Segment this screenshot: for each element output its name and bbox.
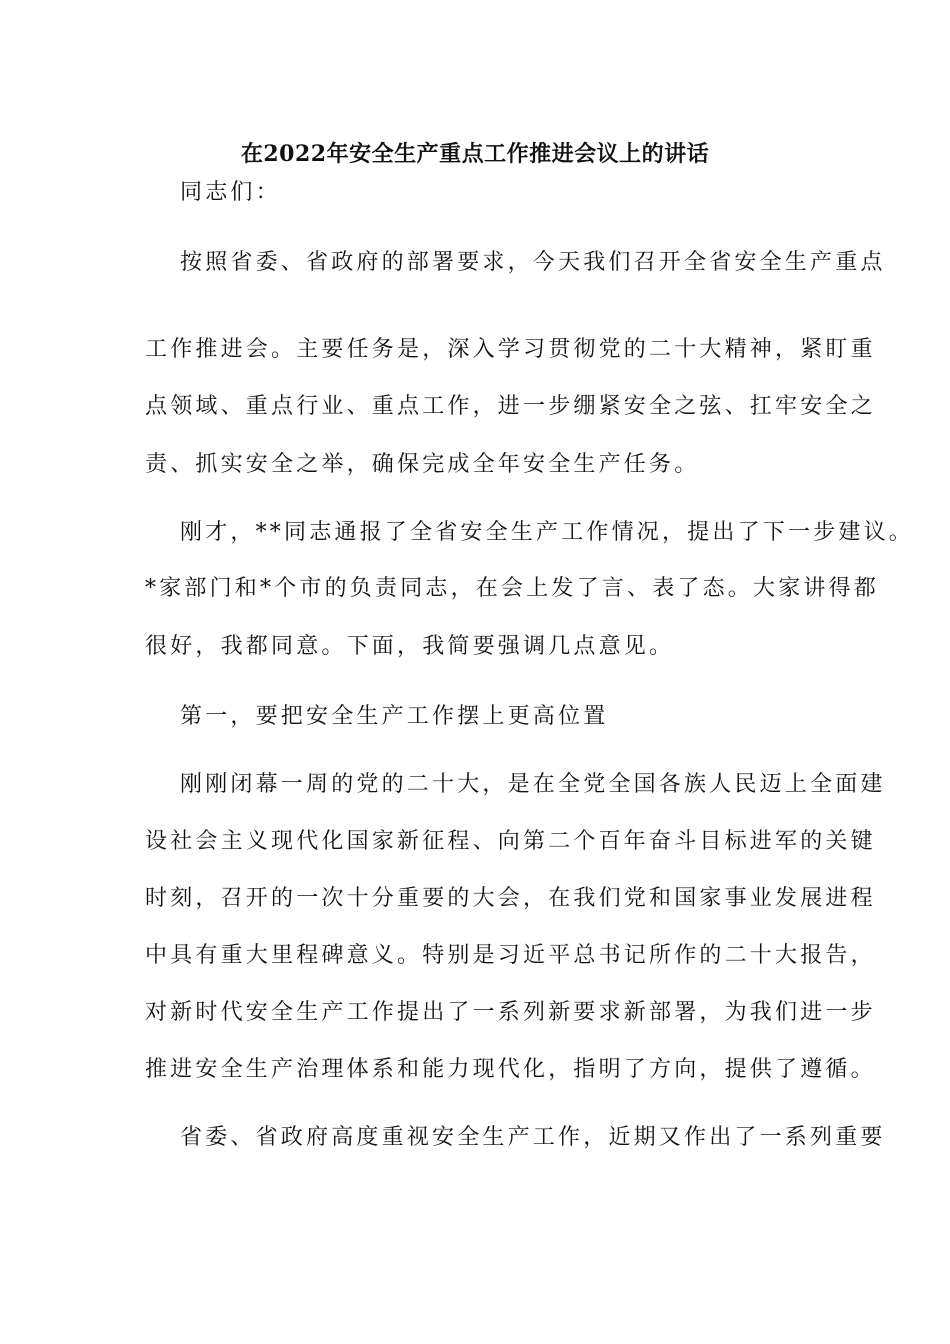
section-heading: 第一，要把安全生产工作摆上更高位置 xyxy=(180,704,609,729)
paragraph-line: 推进安全生产治理体系和能力现代化，指明了方向，提供了遵循。 xyxy=(145,1057,876,1082)
salutation: 同志们： xyxy=(180,180,281,205)
paragraph-line: *家部门和*个市的负责同志，在会上发了言、表了态。大家讲得都 xyxy=(145,576,880,601)
paragraph-line: 很好，我都同意。下面，我简要强调几点意见。 xyxy=(145,634,675,659)
paragraph-line: 省委、省政府高度重视安全生产工作，近期又作出了一系列重要 xyxy=(180,1125,886,1150)
paragraph-line: 对新时代安全生产工作提出了一系列新要求新部署，为我们进一步 xyxy=(145,1000,876,1025)
paragraph-line: 责、抓实安全之举，确保完成全年安全生产任务。 xyxy=(145,452,700,477)
paragraph-line: 时刻，召开的一次十分重要的大会，在我们党和国家事业发展进程 xyxy=(145,886,876,911)
paragraph-line: 点领域、重点行业、重点工作，进一步绷紧安全之弦、扛牢安全之 xyxy=(145,394,876,419)
paragraph-line: 设社会主义现代化国家新征程、向第二个百年奋斗目标进军的关键 xyxy=(145,829,876,854)
document-title: 在2022年安全生产重点工作推进会议上的讲话 xyxy=(240,141,710,167)
paragraph-line: 刚才，**同志通报了全省安全生产工作情况，提出了下一步建议。 xyxy=(180,520,915,545)
paragraph-line: 中具有重大里程碑意义。特别是习近平总书记所作的二十大报告， xyxy=(145,943,876,968)
paragraph-line: 工作推进会。主要任务是，深入学习贯彻党的二十大精神，紧盯重 xyxy=(145,337,876,362)
paragraph-line: 按照省委、省政府的部署要求，今天我们召开全省安全生产重点 xyxy=(180,250,886,275)
paragraph-line: 刚刚闭幕一周的党的二十大，是在全党全国各族人民迈上全面建 xyxy=(180,772,886,797)
